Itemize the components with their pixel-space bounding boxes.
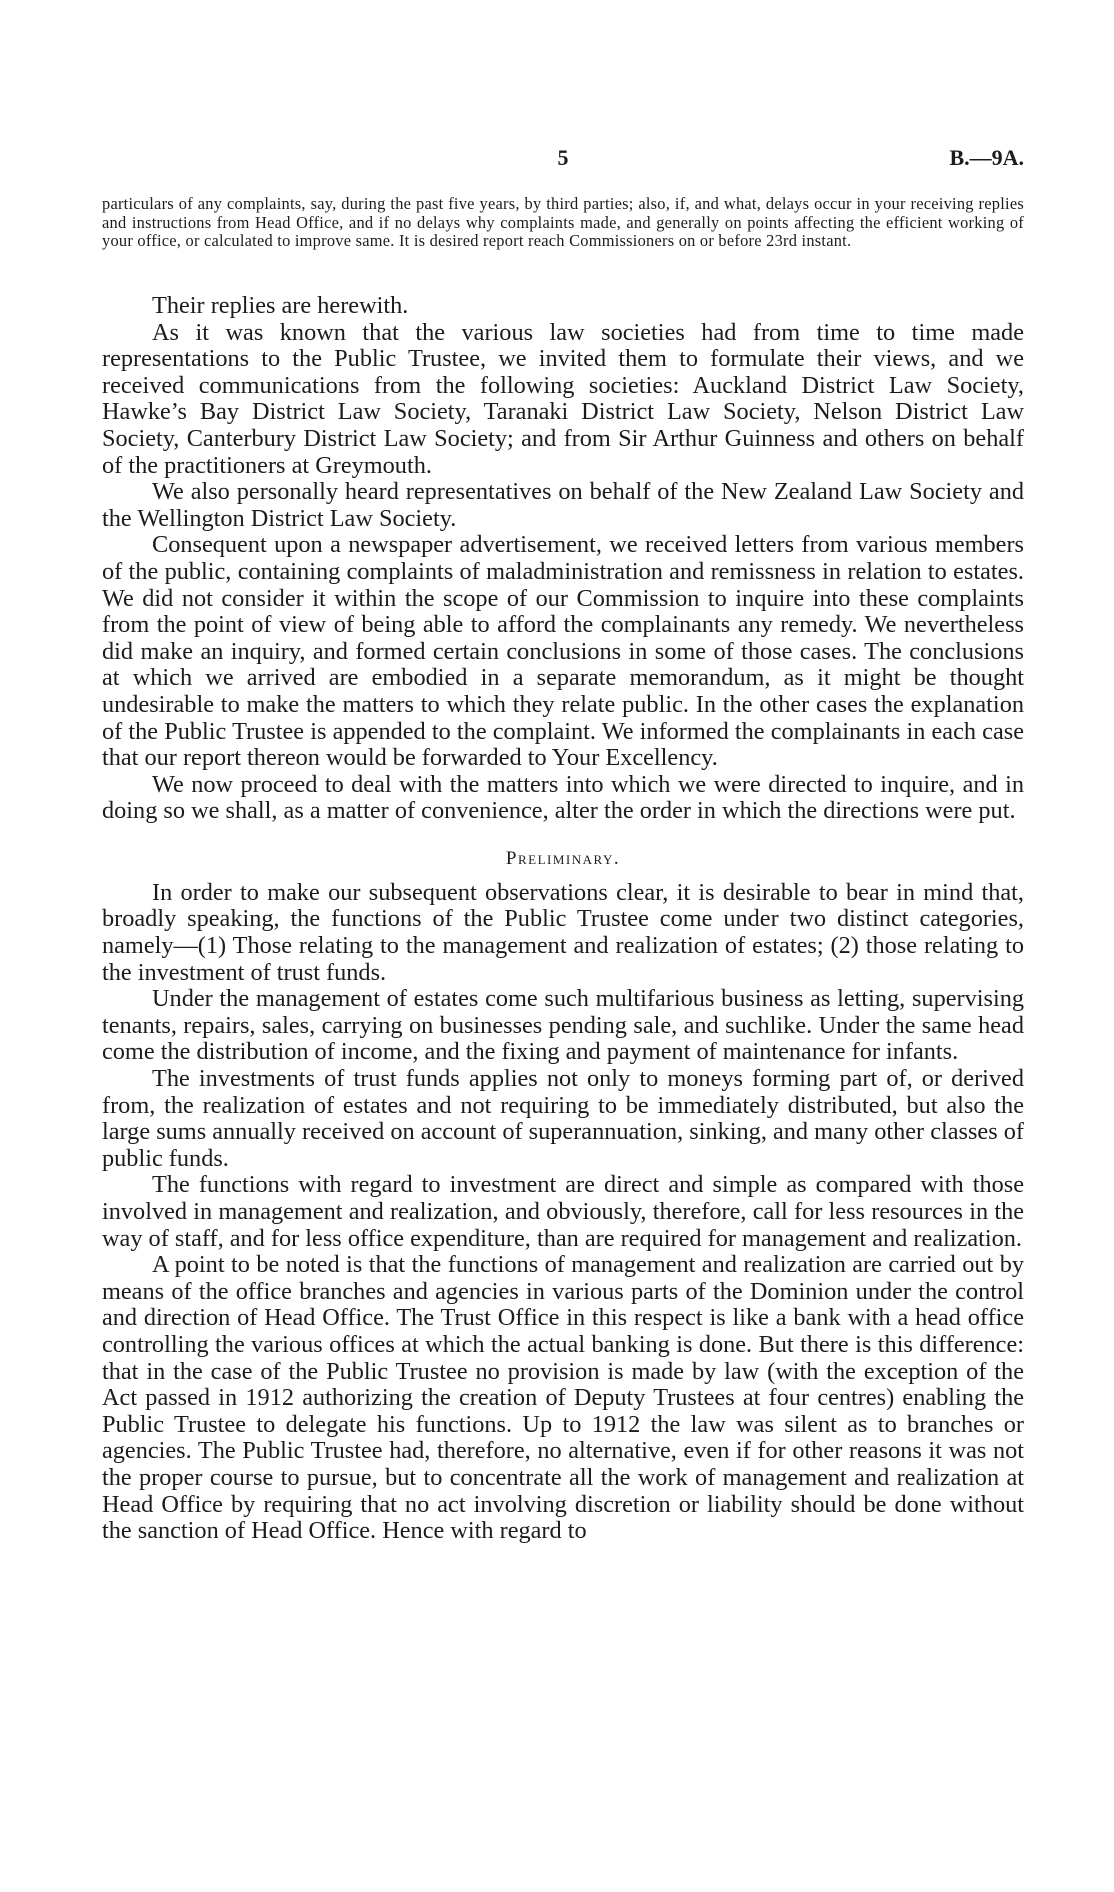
body-text — [102, 293, 1024, 1545]
paragraph: A point to be noted is that the functions of management and realization are carried out by means of the office branches and agencies in various parts of the Dominion under the control and direction of Head Office. The Trust Office in this respect is like a bank with a head office controlling the various offices at which the actual banking is done. But there is this difference: that in the case of the Public Trustee no provision is made by law (with the exception of the Act passed in 1912 authorizing the creation of Deputy Trustees at four centres) enabling the Public Trustee to delegate his functions. Up to 1912 the law was silent as to branches or agencies. The Public Trustee had, therefore, no alternative, even if for other reasons it was not the proper course to pursue, but to concentrate all the work of management and realization at Head Office by requiring that no act involving discretion or liability should be done without the sanction of Head Office. Hence with regard to — [102, 1251, 1024, 1545]
section-heading: Preliminary. — [505, 847, 621, 869]
paragraph: We now proceed to deal with the matters into which we were directed to inquire, and in doing so we shall, as a matter of convenience, alter the order in which the directions were put. — [102, 770, 1024, 825]
paragraph: The functions with regard to investment are direct and simple as compared with those involved in management and realization, and obviously, therefore, call for less resources in the way of staff, and for less office expenditure, than are required for management and realization. — [102, 1171, 1024, 1252]
paragraph: We also personally heard representatives on behalf of the New Zealand Law Society and the Wellington District Law Society. — [102, 478, 1024, 532]
paragraph: The investments of trust funds applies not only to moneys forming part of, or derived from, the realization of estates and not requiring to be immediately distributed, but also the large sums annually received on account of superannuation, sinking, and many other classes of public funds. — [102, 1065, 1024, 1172]
paragraph: Their replies are herewith. — [152, 292, 409, 319]
paragraph: Under the management of estates come such multifarious business as letting, supervising tenants, repairs, sales, carrying on businesses pending sale, and suchlike. Under the same head come the distribution of income, and the fixing and payment of maintenance for infants. — [102, 985, 1024, 1066]
paragraph: As it was known that the various law societies had from time to time made representations to the Public Trustee, we invited them to formulate their views, and we received communications from the following societies: Auckland District Law Society, Hawke’s Bay District Law Society, Taranaki District Law Society, Nelson District Law Society, Canterbury District Law Society; and from Sir Arthur Guinness and others on behalf of the practitioners at Greymouth. — [102, 318, 1024, 479]
document-reference: B.—9A. — [949, 145, 1024, 170]
paragraph: In order to make our subsequent observations clear, it is desirable to bear in mind that, broadly speaking, the functions of the Public Trustee come under two distinct categories, namely—(1) Those relating to the management and realization of estates; (2) those relating to the investment of trust funds. — [102, 878, 1024, 986]
paragraph: Consequent upon a newspaper advertisement, we received letters from various members of the public, containing complaints of maladministration and remissness in relation to estates. We did not consider it within the scope of our Commission to inquire into these complaints from the point of view of being able to afford the complainants any remedy. We nevertheless did make an inquiry, and formed certain conclusions in some of those cases. The conclusions at which we arrived are embodied in a separate memorandum, as it might be thought undesirable to make the matters to which they relate public. In the other cases the explanation of the Public Trustee is appended to the complaint. We informed the complainants in each case that our report thereon would be forwarded to Your Excellency. — [102, 531, 1024, 772]
quoted-instructions: particulars of any complaints, say, during the past five years, by third parties; also, if, and what, delays occur in your receiving replies and instructions from Head Office, and if no delays why complaints made, and generally on points affecting the efficient working of your office, or calculated to improve same. It is desired report reach Commissioners on or before 23rd instant. — [102, 194, 1024, 250]
page-number: 5 — [557, 145, 569, 170]
page-header — [102, 145, 1024, 173]
